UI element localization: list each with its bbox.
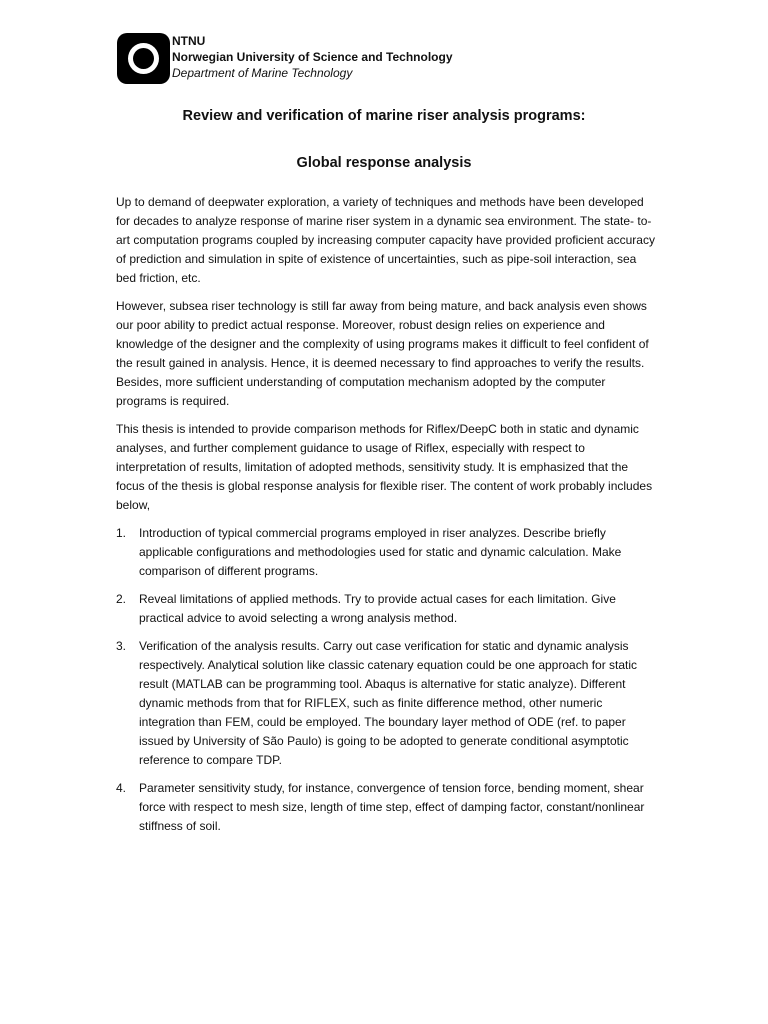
list-item (116, 637, 656, 770)
document-subtitle: Global response analysis (296, 155, 472, 171)
list-item-text: Parameter sensitivity study, for instance, convergence of tension force, bending moment, shear force with respect to mesh size, length of time step, effect of damping factor, constant/nonlinear stiffness of soil. (139, 781, 645, 833)
list-item-text: Reveal limitations of applied methods. Try to provide actual cases for each limitation. Give practical advice to avoid selecting a wrong analysis method. (139, 592, 616, 625)
list-item (116, 590, 656, 628)
work-items-list (116, 524, 656, 836)
paragraph: Up to demand of deepwater exploration, a variety of techniques and methods have been developed for decades to analyze response of marine riser system in a dynamic sea environment. The state- to- art computation programs coupled by increasing computer capacity have provided proficient accuracy of prediction and simulation in spite of existence of uncertainties, such as pipe-soil interaction, sea bed friction, etc. (116, 195, 655, 285)
list-item-number: 2. (116, 592, 127, 606)
list-item-text: Verification of the analysis results. Carry out case verification for static and dynamic analysis respectively. Analytical solution like classic catenary equation could be one approach for static result (MATLAB can be programming tool. Abaqus is alternative for static analyze). Different dynamic methods from that for RIFLEX, such as finite difference method, other numeric integration than FEM, could be employed. The boundary layer method of ODE (ref. to paper issued by University of São Paulo) is going to be adopted to generate conditional asymptotic reference to compare TDP. (139, 639, 638, 767)
document-body (116, 193, 656, 845)
list-item-number: 1. (116, 526, 127, 540)
university-name: Norwegian University of Science and Technology (172, 50, 453, 64)
list-item (116, 779, 656, 836)
paragraph: However, subsea riser technology is still far away from being mature, and back analysis even shows our poor ability to predict actual response. Moreover, robust design relies on experience and knowledge of the designer and the complexity of using programs makes it difficult to feel confident of the result gained in analysis. Hence, it is deemed necessary to find approaches to verify the results. Besides, more sufficient understanding of computation mechanism adopted by the computer programs is required. (116, 299, 649, 408)
ntnu-logo-icon (117, 33, 170, 84)
document-title: Review and verification of marine riser analysis programs: (182, 108, 586, 124)
list-item-number: 4. (116, 781, 127, 795)
letterhead (172, 33, 453, 81)
paragraph: This thesis is intended to provide comparison methods for Riflex/DeepC both in static and dynamic analyses, and further complement guidance to usage of Riflex, especially with respect to interpretation of results, limitation of adopted methods, sensitivity study. It is emphasized that the focus of the thesis is global response analysis for flexible riser. The content of work probably includes below, (116, 422, 653, 512)
list-item-text: Introduction of typical commercial programs employed in riser analyzes. Describe briefly applicable configurations and methodologies used for static and dynamic calculation. Make comparison of different programs. (139, 526, 622, 578)
list-item-number: 3. (116, 639, 127, 653)
list-item (116, 524, 656, 581)
department-name: Department of Marine Technology (172, 66, 353, 80)
university-short-name: NTNU (172, 34, 206, 48)
